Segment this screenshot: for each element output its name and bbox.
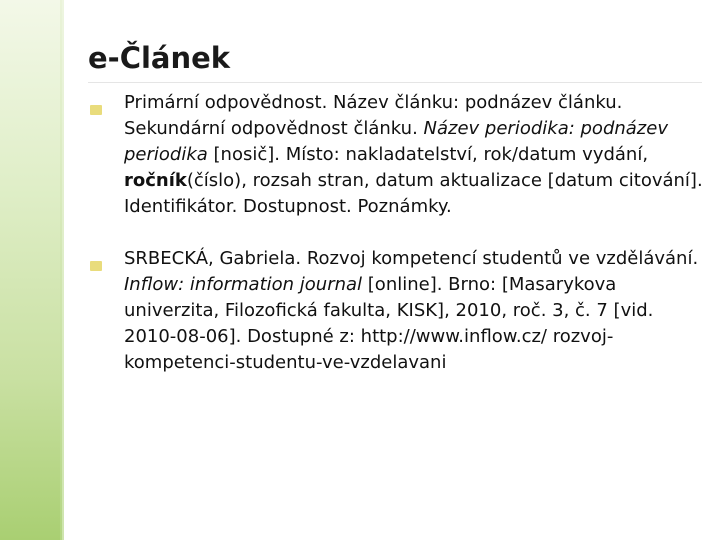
bullet-list [88,90,708,402]
decorative-green-band [0,0,62,540]
slide-title: e-Článek [88,41,231,75]
text-segment: [nosič]. Místo: nakladatelství, rok/datum vydání, [207,144,649,165]
text-segment: Primární odpovědnost. Název článku: podnázev článku. Sekundární odpovědnost článku. [124,92,623,139]
decorative-band-edge [60,0,64,540]
bullet-item-example [88,246,708,376]
bullet-item-template [88,90,708,220]
bullet-text [124,92,703,217]
bullet-text [124,248,698,373]
text-segment: [online]. Brno: [Masarykova univerzita, Filozofická fakulta, KISK], 2010, roč. 3, č. 7 [vid. 2010-08-06]. Dostupné z: http://www.inflow.cz/ rozvoj-kompetenci-studentu-ve-vzdelavani [124,274,654,373]
text-segment: SRBECKÁ, Gabriela. Rozvoj kompetencí studentů ve vzdělávání. [124,248,699,269]
text-segment-bold: ročník [124,170,187,191]
title-divider [88,82,702,83]
text-segment-italic: Název periodika: podnázev periodika [124,118,668,165]
text-segment: (číslo), rozsah stran, datum aktualizace [datum citování]. Identifikátor. Dostupnost. Poznámky. [124,170,703,217]
text-segment-italic: Inflow: information journal [124,274,363,295]
square-bullet-icon [90,105,102,115]
square-bullet-icon [90,261,102,271]
